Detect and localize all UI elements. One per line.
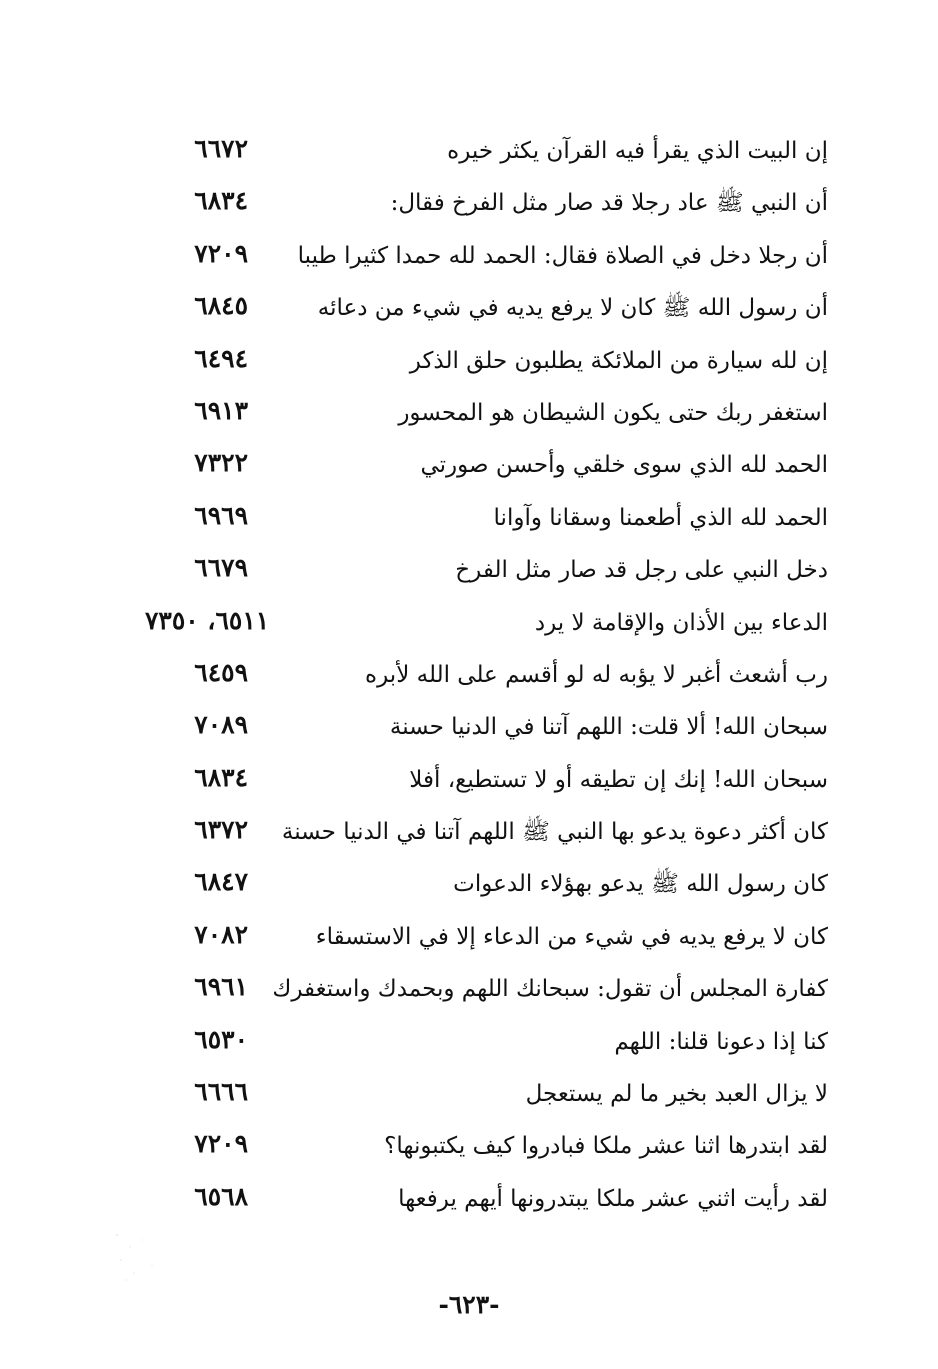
hadith-text: لقد رأيت اثني عشر ملكا يبتدرونها أيهم يرفعها <box>398 1185 828 1212</box>
index-row <box>0 1016 938 1068</box>
index-row <box>0 701 938 753</box>
page-number: -٦٢٣- <box>438 1290 500 1319</box>
scan-speckle-decoration <box>112 1225 162 1285</box>
index-row <box>0 806 938 858</box>
hadith-text: أن النبي ﷺ عاد رجلا قد صار مثل الفرخ فقال: <box>390 190 828 217</box>
index-row <box>0 649 938 701</box>
hadith-text: لقد ابتدرها اثنا عشر ملكا فبادروا كيف يكتبونها؟ <box>384 1133 828 1160</box>
hadith-number: ٧٠٨٢ <box>194 919 248 949</box>
index-row <box>0 282 938 334</box>
hadith-number: ٦٤٥٩ <box>194 657 248 687</box>
hadith-text: كنا إذا دعونا قلنا: اللهم <box>614 1028 828 1055</box>
hadith-text: كان لا يرفع يديه في شيء من الدعاء إلا في الاستسقاء <box>315 923 828 950</box>
hadith-number: ٦٥٦٨ <box>194 1181 248 1211</box>
hadith-text: الحمد لله الذي سوى خلقي وأحسن صورتي <box>420 452 828 479</box>
hadith-number: ٦٦٦٦ <box>194 1077 248 1107</box>
hadith-number: ٦٥١١، ٧٣٥٠ <box>145 605 270 635</box>
hadith-number: ٦٩١٣ <box>194 395 248 425</box>
index-row <box>0 492 938 544</box>
hadith-text: كان أكثر دعوة يدعو بها النبي ﷺ اللهم آتنا في الدنيا حسنة <box>281 819 828 846</box>
hadith-text: لا يزال العبد بخير ما لم يستعجل <box>525 1081 828 1108</box>
hadith-text: كفارة المجلس أن تقول: سبحانك اللهم وبحمدك واستغفرك <box>272 976 828 1003</box>
hadith-number: ٦٨٣٤ <box>194 186 248 216</box>
hadith-number: ٦٨٣٤ <box>194 762 248 792</box>
index-row <box>0 858 938 910</box>
hadith-text: دخل النبي على رجل قد صار مثل الفرخ <box>455 557 828 584</box>
index-row <box>0 597 938 649</box>
hadith-text: الدعاء بين الأذان والإقامة لا يرد <box>534 609 828 636</box>
index-row <box>0 439 938 491</box>
hadith-text: إن لله سيارة من الملائكة يطلبون حلق الذكر <box>409 347 828 374</box>
hadith-number: ٦٩٦١ <box>194 972 248 1002</box>
hadith-text: استغفر ربك حتى يكون الشيطان هو المحسور <box>398 399 828 426</box>
index-row <box>0 754 938 806</box>
index-row <box>0 911 938 963</box>
index-row <box>0 387 938 439</box>
hadith-number: ٦٩٦٩ <box>194 500 248 530</box>
hadith-number: ٦٥٣٠ <box>194 1024 248 1054</box>
index-row <box>0 1173 938 1225</box>
hadith-number: ٧٢٠٩ <box>194 1129 248 1159</box>
hadith-number: ٧٣٢٢ <box>194 448 248 478</box>
hadith-number: ٧٠٨٩ <box>194 710 248 740</box>
hadith-text: رب أشعث أغبر لا يؤبه له لو أقسم على الله لأبره <box>365 661 828 688</box>
hadith-text: كان رسول الله ﷺ يدعو بهؤلاء الدعوات <box>453 871 828 898</box>
index-row <box>0 230 938 282</box>
hadith-number: ٦٨٤٥ <box>194 291 248 321</box>
index-row <box>0 335 938 387</box>
hadith-text: الحمد لله الذي أطعمنا وسقانا وآوانا <box>493 504 828 531</box>
hadith-index-list <box>0 125 938 1225</box>
index-row <box>0 963 938 1015</box>
hadith-text: أن رسول الله ﷺ كان لا يرفع يديه في شيء من دعائه <box>317 295 828 322</box>
index-row <box>0 125 938 177</box>
hadith-number: ٦٦٧٢ <box>194 134 248 163</box>
hadith-text: إن البيت الذي يقرأ فيه القرآن يكثر خيره <box>447 138 828 164</box>
hadith-text: سبحان الله! إنك إن تطيقه أو لا تستطيع، أفلا <box>409 766 828 793</box>
hadith-number: ٦٨٤٧ <box>194 867 248 897</box>
hadith-text: أن رجلا دخل في الصلاة فقال: الحمد لله حمدا كثيرا طيبا <box>297 242 828 269</box>
index-row <box>0 1120 938 1172</box>
index-row <box>0 177 938 229</box>
index-row <box>0 544 938 596</box>
hadith-text: سبحان الله! ألا قلت: اللهم آتنا في الدنيا حسنة <box>389 714 828 741</box>
hadith-number: ٦٤٩٤ <box>194 343 248 373</box>
hadith-number: ٦٣٧٢ <box>194 815 248 845</box>
index-row <box>0 1068 938 1120</box>
hadith-number: ٦٦٧٩ <box>194 553 248 583</box>
hadith-number: ٧٢٠٩ <box>194 238 248 268</box>
